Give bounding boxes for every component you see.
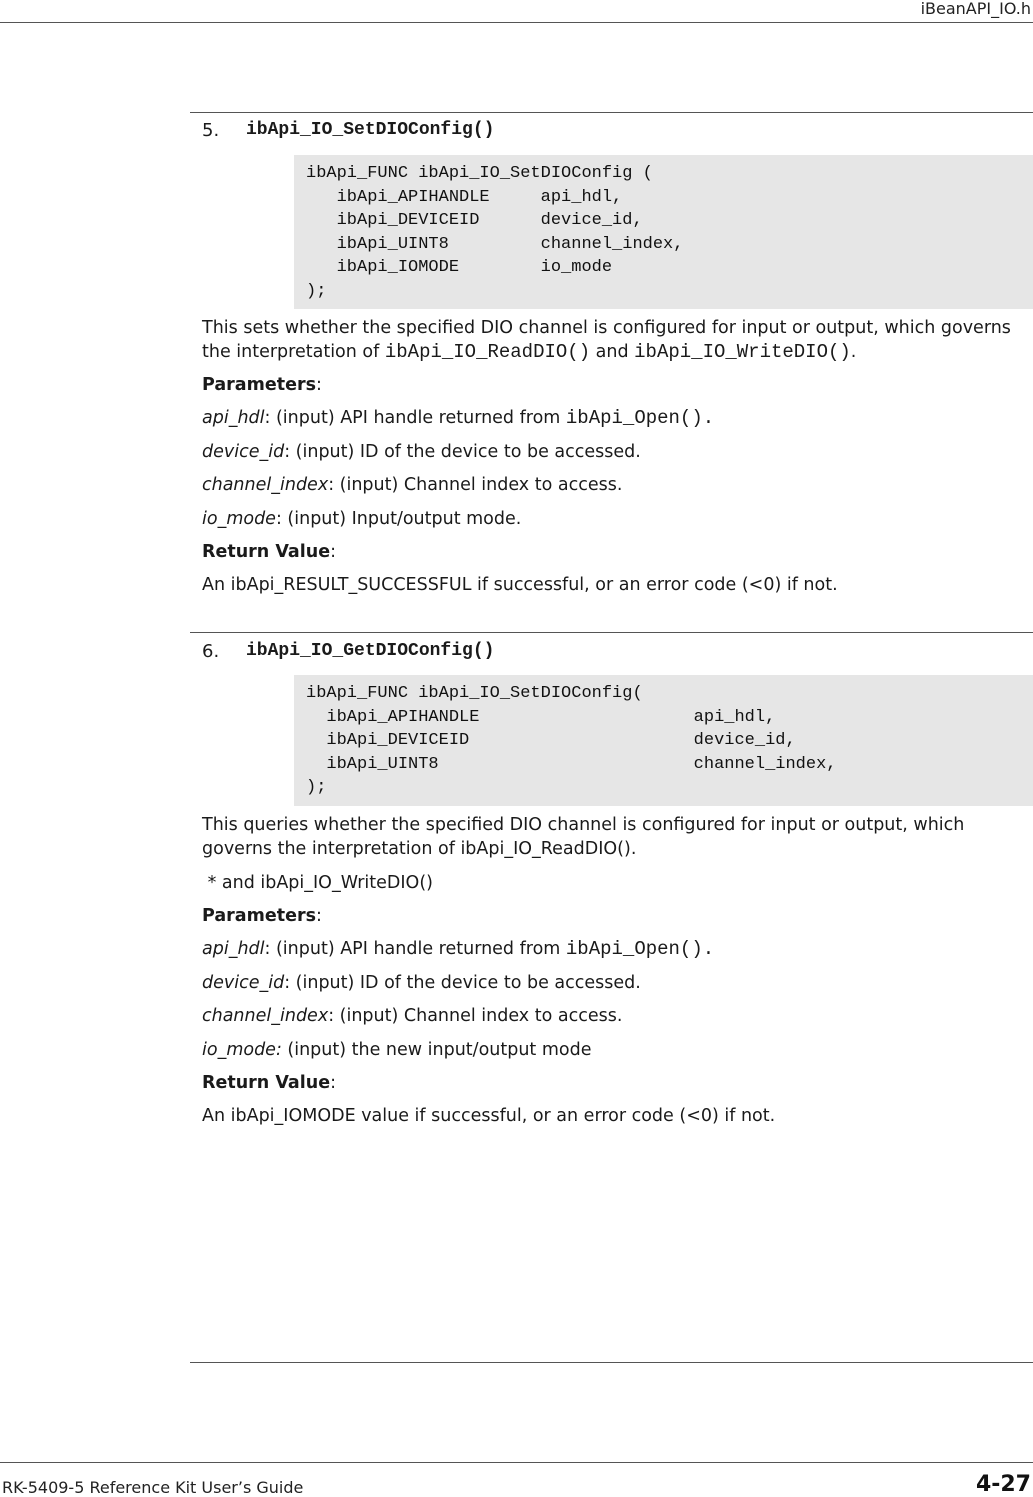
return-text: An ibApi_RESULT_SUCCESSFUL if successful, or an error code (<0) if not.: [202, 575, 838, 595]
description-continued: * and ibApi_IO_WriteDIO(): [202, 873, 433, 893]
parameters-heading: Parameters:: [202, 375, 322, 395]
param-device-id: device_id: (input) ID of the device to be accessed.: [202, 973, 641, 993]
function-section: [202, 641, 1033, 1141]
footer-rule: [0, 1462, 1033, 1463]
return-text: An ibApi_IOMODE value if successful, or an error code (<0) if not.: [202, 1106, 776, 1126]
code-block: ibApi_FUNC ibApi_IO_SetDIOConfig ( ibApi_APIHANDLE api_hdl, ibApi_DEVICEID device_id, ibApi_UINT8 channel_index, ibApi_IOMODE io_mode );: [294, 155, 1033, 309]
description: This queries whether the specified DIO channel is configured for input or output, which governs the interpretation of ibApi_IO_ReadDIO().: [202, 815, 965, 859]
section-number: 6.: [202, 641, 220, 662]
function-section: [202, 120, 1033, 600]
param-device-id: device_id: (input) ID of the device to be accessed.: [202, 442, 641, 462]
function-reference: ibApi_IO_ReadDIO(): [384, 341, 591, 363]
param-api-hdl: api_hdl: (input) API handle returned from ibApi_Open().: [202, 407, 715, 429]
parameters-heading: Parameters:: [202, 906, 322, 926]
section-end-rule: [190, 1362, 1033, 1363]
return-heading: Return Value:: [202, 542, 336, 562]
description: This sets whether the specified DIO channel is configured for input or output, which governs the interpretation of ibApi_IO_ReadDIO() and ibApi_IO_WriteDIO().: [202, 318, 1011, 363]
code-block: ibApi_FUNC ibApi_IO_SetDIOConfig( ibApi_APIHANDLE api_hdl, ibApi_DEVICEID device_id, ibApi_UINT8 channel_index, );: [294, 675, 1033, 806]
footer-guide-title: RK-5409-5 Reference Kit User’s Guide: [2, 1478, 304, 1497]
param-io-mode: io_mode: (input) the new input/output mode: [202, 1040, 592, 1060]
return-heading: Return Value:: [202, 1073, 336, 1093]
param-channel-index: channel_index: (input) Channel index to access.: [202, 1006, 623, 1026]
section-number: 5.: [202, 120, 220, 141]
page-number: 4-27: [975, 1472, 1031, 1497]
function-reference: ibApi_IO_WriteDIO(): [634, 341, 851, 363]
running-header: iBeanAPI_IO.h: [920, 0, 1031, 18]
section-rule: [190, 112, 1033, 113]
section-rule: [190, 632, 1033, 633]
param-api-hdl: api_hdl: (input) API handle returned from ibApi_Open().: [202, 938, 715, 960]
param-channel-index: channel_index: (input) Channel index to access.: [202, 475, 623, 495]
header-rule: [0, 22, 1033, 23]
function-name: ibApi_IO_GetDIOConfig(): [246, 641, 495, 661]
param-io-mode: io_mode: (input) Input/output mode.: [202, 509, 522, 529]
function-name: ibApi_IO_SetDIOConfig(): [246, 120, 495, 140]
